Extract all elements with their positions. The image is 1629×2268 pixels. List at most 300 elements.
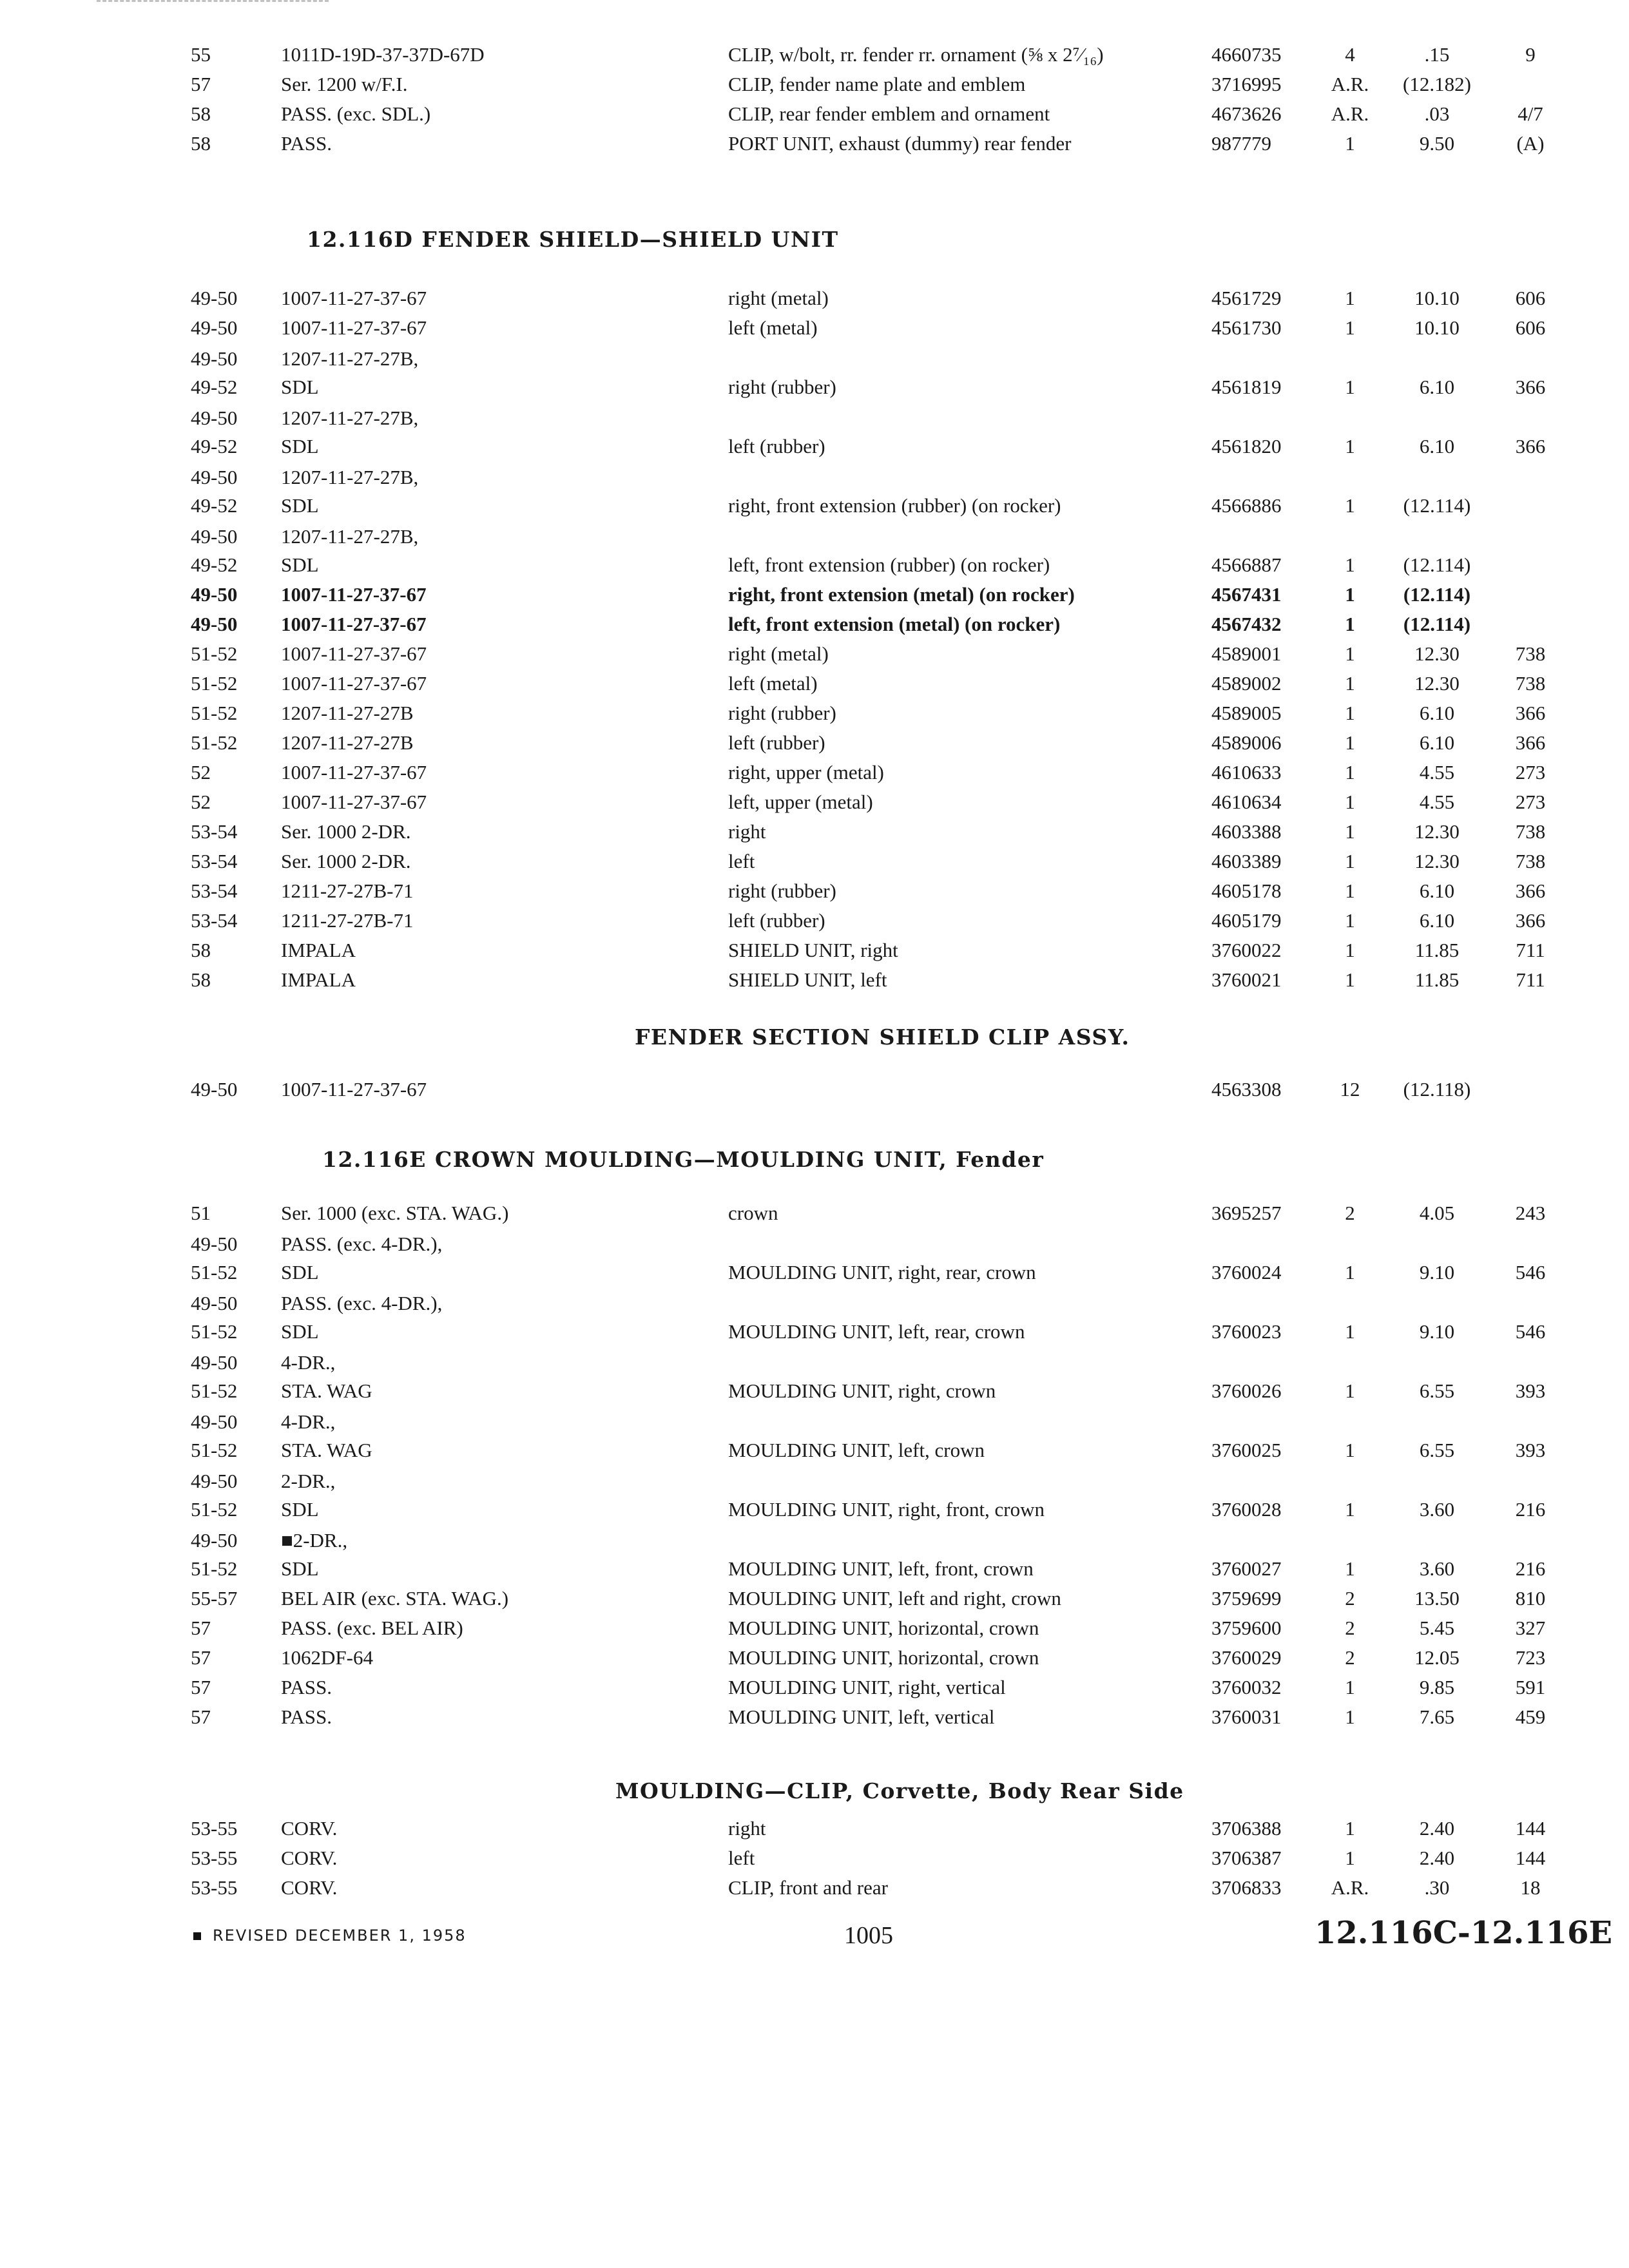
model-text: SDL [281,494,323,517]
list-price: 6.10 [1419,731,1455,754]
model-first-line: 4-DR., [281,1410,336,1433]
revision-text: REVISED DECEMBER 1, 1958 [213,1927,467,1945]
year-range: 49-52 [191,553,238,576]
model-cell [281,1317,693,1347]
list-price: 2.40 [1419,1817,1455,1840]
leader-dots [281,1554,693,1578]
part-number: 3759699 [1211,1587,1282,1610]
quantity: 1 [1345,1261,1355,1283]
model-text: SDL [281,435,323,457]
model-cell [281,313,693,343]
description-cell [728,129,1205,159]
parts-row [0,284,1629,313]
part-number: 3760031 [1211,1706,1282,1728]
description-cell [728,1814,1205,1843]
parts-row [0,1673,1629,1702]
list-price: 10.10 [1414,316,1460,339]
description-cell [728,787,1205,817]
part-number: 3760022 [1211,939,1282,961]
part-number: 3706833 [1211,1876,1282,1899]
description-text: MOULDING UNIT, left, front, crown [728,1557,1037,1580]
quantity: 1 [1345,613,1355,635]
year-range: 58 [191,102,211,125]
leader-dots [281,372,693,396]
list-price: (12.114) [1403,583,1471,606]
unit-code: 366 [1515,879,1546,902]
unit-code: 4/7 [1518,102,1543,125]
year-range: 51-52 [191,1261,238,1283]
year-range: 51-52 [191,1320,238,1343]
unit-code: 738 [1515,642,1546,665]
model-cell [281,1376,693,1406]
quantity: 2 [1345,1587,1355,1610]
model-first-line: PASS. (exc. 4-DR.), [281,1233,443,1255]
unit-code: 144 [1515,1847,1546,1869]
year-range: 51-52 [191,1379,238,1402]
parts-row [0,698,1629,728]
unit-code: 18 [1520,1876,1541,1899]
quantity: 1 [1345,1320,1355,1343]
description-cell [728,847,1205,876]
year-range: 51-52 [191,731,238,754]
model-text: PASS. (exc. BEL AIR) [281,1617,467,1639]
part-number: 4561819 [1211,376,1282,398]
part-number: 4566887 [1211,553,1282,576]
model-text: Ser. 1000 2-DR. [281,820,415,843]
description-text: right (rubber) [728,702,840,724]
description-text: right (rubber) [728,879,840,902]
part-number: 4603389 [1211,850,1282,872]
part-number: 4610633 [1211,761,1282,783]
year-range: 51-52 [191,672,238,695]
quantity: 1 [1345,583,1355,606]
quantity: 1 [1345,1847,1355,1869]
part-number: 4605179 [1211,909,1282,932]
year-range-first-line: 49-50 [191,1529,238,1552]
description-text: MOULDING UNIT, right, vertical [728,1676,1010,1698]
description-text: left (rubber) [728,731,829,754]
unit-code: 393 [1515,1379,1546,1402]
list-price: 9.85 [1419,1676,1455,1698]
year-range: 51-52 [191,1439,238,1461]
model-text: PASS. (exc. SDL.) [281,102,434,125]
unit-code: 216 [1515,1498,1546,1521]
unit-code: 327 [1515,1617,1546,1639]
quantity: 1 [1345,791,1355,813]
unit-code: 738 [1515,672,1546,695]
part-number: 3760024 [1211,1261,1282,1283]
list-price: 11.85 [1414,968,1460,991]
leader-dots [728,1198,1205,1222]
quantity: 1 [1345,968,1355,991]
parts-row [0,1233,1629,1287]
parts-row [0,1814,1629,1843]
list-price: 4.55 [1419,791,1455,813]
description-text: right (metal) [728,642,833,665]
unit-code: 366 [1515,435,1546,457]
description-cell [728,99,1205,129]
model-cell [281,965,693,995]
parts-row [0,728,1629,758]
year-range: 53-54 [191,879,238,902]
description-cell [728,1873,1205,1903]
list-price: 12.30 [1414,642,1460,665]
year-range: 57 [191,1706,211,1728]
description-cell [728,906,1205,936]
leader-dots [281,1258,693,1282]
model-text: Ser. 1000 (exc. STA. WAG.) [281,1202,512,1224]
description-cell [728,1258,1205,1287]
unit-code: 459 [1515,1706,1546,1728]
leader-dots [281,550,693,574]
part-number: 3760025 [1211,1439,1282,1461]
parts-row [0,347,1629,402]
quantity: 4 [1345,43,1355,66]
description-text: left, upper (metal) [728,791,877,813]
unit-code: 711 [1516,939,1545,961]
model-text: 1211-27-27B-71 [281,909,418,932]
model-cell [281,1702,693,1732]
description-text: MOULDING UNIT, left, crown [728,1439,988,1461]
year-range: 58 [191,939,211,961]
description-text: CLIP, rear fender emblem and ornament [728,102,1054,125]
model-text: PASS. [281,1706,336,1728]
model-text: 1007-11-27-37-67 [281,761,430,783]
parts-row [0,965,1629,995]
description-text: MOULDING UNIT, horizontal, crown [728,1617,1043,1639]
list-price: 9.10 [1419,1261,1455,1283]
quantity: 1 [1345,702,1355,724]
model-text: PASS. [281,1676,336,1698]
model-cell [281,1814,693,1843]
model-first-line: 1207-11-27-27B, [281,466,419,488]
model-first-line: 1207-11-27-27B, [281,347,419,370]
description-cell [728,550,1205,580]
year-range: 53-54 [191,820,238,843]
list-price: 6.10 [1419,909,1455,932]
parts-row [0,669,1629,698]
part-number: 4610634 [1211,791,1282,813]
parts-row [0,313,1629,343]
part-number: 3760026 [1211,1379,1282,1402]
model-text: SDL [281,1557,323,1580]
description-text: MOULDING UNIT, horizontal, crown [728,1646,1043,1669]
parts-row [0,610,1629,639]
parts-row [0,906,1629,936]
description-text: right, front extension (metal) (on rocker) [728,583,1079,606]
description-cell [728,1673,1205,1702]
list-price: 13.50 [1414,1587,1460,1610]
model-cell [281,669,693,698]
list-price: 9.10 [1419,1320,1455,1343]
quantity: 1 [1345,1379,1355,1402]
part-number: 4660735 [1211,43,1282,66]
quantity: 1 [1345,1706,1355,1728]
model-cell [281,129,693,159]
description-cell [728,1554,1205,1584]
parts-row [0,1584,1629,1613]
list-price: 12.30 [1414,672,1460,695]
description-cell [728,1198,1205,1228]
list-price: .03 [1424,102,1450,125]
model-cell [281,284,693,313]
section-title: FENDER SECTION SHIELD CLIP ASSY. [635,1024,1130,1050]
model-text: 1007-11-27-37-67 [281,316,430,339]
description-cell [728,491,1205,521]
leader-dots [281,1673,693,1696]
description-cell [728,1613,1205,1643]
unit-code: 393 [1515,1439,1546,1461]
year-range: 51-52 [191,1498,238,1521]
unit-code: 606 [1515,287,1546,309]
description-text: MOULDING UNIT, right, crown [728,1379,999,1402]
model-text: 1007-11-27-37-67 [281,287,430,309]
year-range-first-line: 49-50 [191,1351,238,1374]
year-range: 53-55 [191,1817,238,1840]
model-cell [281,70,693,99]
model-text: STA. WAG [281,1439,376,1461]
leader-dots [281,129,693,153]
parts-row [0,936,1629,965]
description-text: right, upper (metal) [728,761,888,783]
model-cell [281,1873,693,1903]
model-cell [281,1643,693,1673]
quantity: 1 [1345,731,1355,754]
unit-code: 711 [1516,968,1545,991]
list-price: 4.55 [1419,761,1455,783]
quantity: 1 [1345,494,1355,517]
description-text: MOULDING UNIT, right, front, crown [728,1498,1048,1521]
model-text: Ser. 1200 w/F.I. [281,73,411,95]
description-cell [728,1075,1205,1104]
description-cell [728,669,1205,698]
year-range: 57 [191,1617,211,1639]
parts-row [0,1643,1629,1673]
year-range: 51-52 [191,642,238,665]
description-text: right (rubber) [728,376,840,398]
list-price: 6.55 [1419,1439,1455,1461]
description-cell [728,70,1205,99]
part-number: 4605178 [1211,879,1282,902]
unit-code: (A) [1516,132,1545,155]
leader-dots [281,432,693,456]
model-text: STA. WAG [281,1379,376,1402]
unit-code: 723 [1515,1646,1546,1669]
section-reference: 12.116C-12.116E [1315,1915,1613,1951]
description-cell [728,817,1205,847]
model-cell [281,1495,693,1524]
model-text: PASS. [281,132,336,155]
model-text: SDL [281,1320,323,1343]
description-cell [728,876,1205,906]
description-cell [728,1643,1205,1673]
model-text: 1007-11-27-37-67 [281,613,430,635]
description-cell [728,1702,1205,1732]
year-range: 58 [191,132,211,155]
list-price: 6.10 [1419,879,1455,902]
model-text: 1007-11-27-37-67 [281,642,430,665]
list-price: 3.60 [1419,1498,1455,1521]
model-cell [281,1554,693,1584]
part-number: 3760023 [1211,1320,1282,1343]
quantity: 1 [1345,435,1355,457]
parts-row [0,1075,1629,1104]
model-cell [281,1075,693,1104]
quantity: 2 [1345,1646,1355,1669]
description-text: crown [728,1202,782,1224]
unit-code: 606 [1515,316,1546,339]
model-cell [281,40,693,70]
model-text: 1011D-19D-37-37D-67D [281,43,488,66]
year-range-first-line: 49-50 [191,1233,238,1255]
list-price: 5.45 [1419,1617,1455,1639]
model-text: SDL [281,1498,323,1521]
quantity: 1 [1345,642,1355,665]
model-text: BEL AIR (exc. STA. WAG.) [281,1587,512,1610]
unit-code: 9 [1525,43,1536,66]
year-range: 57 [191,73,211,95]
unit-code: 738 [1515,850,1546,872]
description-cell [728,1843,1205,1873]
unit-code: 273 [1515,791,1546,813]
part-number: 4561729 [1211,287,1282,309]
year-range: 49-50 [191,583,238,606]
model-text: SDL [281,553,323,576]
model-first-line: PASS. (exc. 4-DR.), [281,1292,443,1314]
year-range-first-line: 49-50 [191,407,238,429]
leader-dots [728,1814,1205,1838]
model-cell [281,1258,693,1287]
list-price: 12.30 [1414,820,1460,843]
parts-row [0,1292,1629,1347]
list-price: (12.114) [1403,613,1471,635]
model-text: IMPALA [281,968,360,991]
year-range: 49-52 [191,494,238,517]
model-text: 1007-11-27-37-67 [281,672,430,695]
description-cell [728,284,1205,313]
model-cell [281,1584,693,1613]
description-text: MOULDING UNIT, left, vertical [728,1706,999,1728]
unit-code: 273 [1515,761,1546,783]
year-range: 52 [191,761,211,783]
quantity: 2 [1345,1202,1355,1224]
year-range: 55 [191,43,211,66]
description-text: left (rubber) [728,909,829,932]
leader-dots [281,1814,693,1838]
model-text: 1007-11-27-37-67 [281,583,430,606]
part-number: 4589001 [1211,642,1282,665]
unit-code: 366 [1515,702,1546,724]
parts-row [0,1351,1629,1406]
model-cell [281,550,693,580]
section-title: 12.116D FENDER SHIELD—SHIELD UNIT [307,227,839,252]
model-cell [281,610,693,639]
model-text: SDL [281,1261,323,1283]
quantity: A.R. [1331,1876,1369,1899]
year-range: 49-52 [191,376,238,398]
year-range: 49-50 [191,1078,238,1100]
year-range: 57 [191,1646,211,1669]
parts-row [0,407,1629,461]
description-text: left, front extension (rubber) (on rocker) [728,553,1054,576]
parts-row [0,1410,1629,1465]
model-cell [281,491,693,521]
part-number: 3706388 [1211,1817,1282,1840]
quantity: 1 [1345,553,1355,576]
parts-row [0,1843,1629,1873]
parts-row [0,1873,1629,1903]
year-range-first-line: 49-50 [191,347,238,370]
model-text: CORV. [281,1847,341,1869]
list-price: .30 [1424,1876,1450,1899]
leader-dots [728,817,1205,841]
quantity: 1 [1345,1817,1355,1840]
part-number: 4589006 [1211,731,1282,754]
description-text: right [728,820,770,843]
quantity: 1 [1345,850,1355,872]
year-range: 51-52 [191,1557,238,1580]
description-text: right (metal) [728,287,833,309]
model-cell [281,372,693,402]
description-text: left, front extension (metal) (on rocker) [728,613,1064,635]
description-cell [728,1584,1205,1613]
quantity: 1 [1345,672,1355,695]
parts-row [0,525,1629,580]
list-price: 6.10 [1419,435,1455,457]
model-cell [281,1198,693,1228]
parts-row [0,99,1629,129]
model-cell [281,876,693,906]
model-cell [281,728,693,758]
model-text: 1207-11-27-27B [281,702,418,724]
model-text: CORV. [281,1876,341,1899]
leader-dots [728,1843,1205,1867]
model-cell [281,1436,693,1465]
description-cell [728,432,1205,461]
description-cell [728,1436,1205,1465]
parts-row [0,70,1629,99]
model-cell [281,1613,693,1643]
quantity: 1 [1345,761,1355,783]
description-text: MOULDING UNIT, left and right, crown [728,1587,1065,1610]
description-cell [728,965,1205,995]
model-text: 1062DF-64 [281,1646,377,1669]
unit-code: 366 [1515,909,1546,932]
description-text [728,1078,732,1100]
leader-dots [281,491,693,515]
model-cell [281,1843,693,1873]
part-number: 3760028 [1211,1498,1282,1521]
parts-row [0,1702,1629,1732]
description-cell [728,639,1205,669]
description-text: CLIP, fender name plate and emblem [728,73,1029,95]
parts-row [0,876,1629,906]
list-price: 2.40 [1419,1847,1455,1869]
part-number: 4603388 [1211,820,1282,843]
leader-dots [281,1702,693,1726]
year-range: 52 [191,791,211,813]
part-number: 987779 [1211,132,1271,155]
part-number: 4673626 [1211,102,1282,125]
description-text: SHIELD UNIT, right [728,939,902,961]
quantity: 1 [1345,879,1355,902]
leader-dots [281,1873,693,1897]
description-cell [728,1317,1205,1347]
quantity: 1 [1345,316,1355,339]
quantity: 1 [1345,1439,1355,1461]
description-cell [728,698,1205,728]
model-first-line: 4-DR., [281,1351,336,1374]
